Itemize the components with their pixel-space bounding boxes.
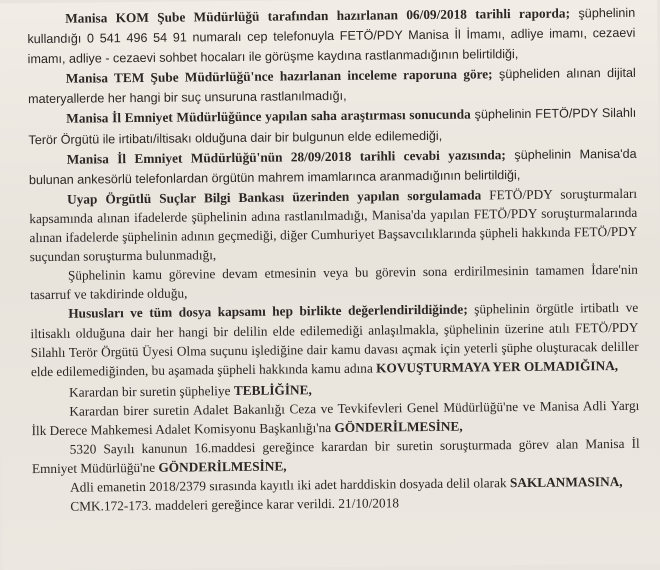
kom-report-text: şüphelinin kullandığı 0 541 496 54 91 numaralı cep telefonuyla FETÖ/PDY Manisa İl İmamı, adliye imamı, cezaevi imamı, adliye - cezaevi sohbet hocaları ile görüşme kaydına rastlanmadığının belirtildiği,	[27, 5, 636, 67]
send-police-text: 5320 Sayılı kanunun 16.maddesi gereğince karardan bir suretin soruşturmada görev alan Manisa İl Emniyet Müdürlüğü'ne	[31, 435, 640, 477]
paragraph-uyap-query	[29, 184, 638, 267]
uyap-query-heading: Uyap Örgütlü Suçlar Bilgi Bankası üzerinden yapılan sorgulamada	[67, 187, 482, 207]
notification-order: TEBLİĞİNE,	[233, 381, 312, 398]
no-prosecution-decision: KOVUŞTURMAYA YER OLMADIĞINA,	[376, 357, 619, 376]
send-ministry-order: GÖNDERİLMESİNE,	[334, 418, 463, 435]
paragraph-police-reply	[29, 143, 637, 190]
paragraph-kom-report	[27, 3, 636, 70]
public-duty-text: Şüphelinin kamu görevine devam etmesinin veya bu görevin sona erdirilmesinin tamamen İdare'nin tasarruf ve takdirinde olduğu,	[30, 261, 638, 303]
evidence-storage-text: Adli emanetin 2018/2379 sırasında kayıtlı iki adet harddiskin dosyada delil olarak	[70, 475, 510, 495]
send-police-order: GÖNDERİLMESİNE,	[158, 458, 287, 475]
evaluation-text: şüphelinin örgütle irtibatlı ve iltisaklı olduğuna dair her hangi bir delilin elde edilemediği anlaşılmakla, şüphelinin üzerine atılı FETÖ/PDY Silahlı Terör Örgütü Üyesi Olma suçunu işlediğine dair kamu davası açmak için yeterli şüphe oluşturacak deliller elde edilemediğinden, bu aşamada şüpheli hakkında kamu adına	[30, 300, 639, 379]
tem-report-heading: Manisa TEM Şube Müdürlüğü'nce hazırlanan inceleme raporuna göre;	[65, 66, 493, 87]
police-reply-heading: Manisa İl Emniyet Müdürlüğü'nün 28/09/2018 tarihli cevabi yazısında;	[66, 146, 506, 167]
send-ministry-text: Karardan birer suretin Adalet Bakanlığı Ceza ve Tevkifevleri Genel Müdürlüğü'ne ve Manisa Adli Yargı İlk Derece Mahkemesi Adalet Komisyonu Başkanlığı'na	[31, 397, 640, 439]
paragraph-evaluation	[30, 298, 639, 381]
paragraph-tem-report	[28, 63, 636, 110]
paragraph-send-ministry	[31, 396, 639, 441]
paragraph-field-research	[28, 103, 636, 150]
notification-text: Karardan bir suretin şüpheliye	[69, 382, 234, 400]
evaluation-heading: Hususları ve tüm dosya kapsamı hep birlikte değerlendirildiğinde;	[68, 301, 468, 322]
legal-basis-text: CMK.172-173. maddeleri gereğince karar verildi. 21/10/2018	[70, 495, 400, 515]
field-research-heading: Manisa İl Emniyet Müdürlüğünce yapılan saha araştırması sonucunda	[66, 106, 471, 127]
evidence-storage-order: SAKLANMASINA,	[509, 474, 623, 491]
uyap-query-text: FETÖ/PDY soruşturmaları kapsamında alınan ifadelerde şüphelinin adına rastlanılmadığı, Manisa'da yapılan FETÖ/PDY soruşturmalarında alınan ifadelerde şüphelinin adının geçmediği, diğer Cumhuriyet Başsavcılıklarında şüpheli hakkında FETÖ/PDY suçundan soruşturma bulunmadığı,	[29, 185, 638, 265]
field-research-text: şüphelinin FETÖ/PDY Silahlı Terör Örgütü ile irtibatı/iltisakı olduğuna dair bir bulgunun elde edilemediği,	[28, 106, 637, 147]
decision-text	[27, 3, 640, 517]
police-reply-text: şüphelinin Manisa'da bulunan ankesörlü telefonlardan örgütün mahrem imamlarınca aranmadığının belirtildiği,	[28, 146, 637, 187]
kom-report-heading: Manisa KOM Şube Müdürlüğü tarafından hazırlanan 06/09/2018 tarihli raporda;	[65, 5, 571, 26]
paragraph-public-duty	[30, 260, 638, 305]
paragraph-send-police	[32, 434, 640, 479]
tem-report-text: şüpheliden alınan dijital materyallerde her hangi bir suç unsuruna rastlanılmadığı,	[27, 66, 636, 107]
